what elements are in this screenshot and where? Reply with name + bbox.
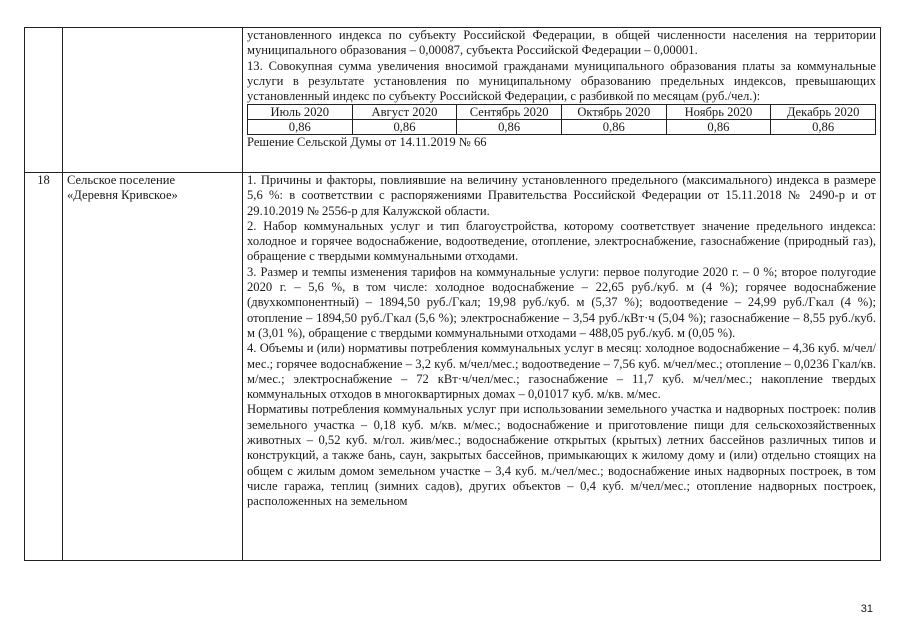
data-table bbox=[24, 27, 881, 561]
paragraph: 1. Причины и факторы, повлиявшие на величину установленного предельного (максимального) индекса в размере 5,6 %: в соответствии с распоряжениями Правительства Российской Федерации от 15.11.2018 № 2490-р и от 29.10.2019 № 2556-р для Калужской области. bbox=[247, 173, 876, 218]
paragraph: установленного индекса по субъекту Российской Федерации, в общей численности населения на территории муниципального образования – 0,00087, субъекта Российской Федерации – 0,00001. bbox=[247, 28, 876, 58]
value-cell: 0,86 bbox=[561, 120, 666, 135]
page-number: 31 bbox=[860, 603, 873, 615]
decision-reference: Решение Сельской Думы от 14.11.2019 № 66 bbox=[247, 135, 487, 150]
value-cell: 0,86 bbox=[771, 120, 876, 135]
details-cell bbox=[243, 28, 881, 173]
month-cell: Сентябрь 2020 bbox=[457, 105, 562, 120]
row-number-cell bbox=[25, 28, 63, 173]
row-number: 18 bbox=[25, 173, 63, 561]
value-cell: 0,86 bbox=[666, 120, 771, 135]
value-cell: 0,86 bbox=[352, 120, 457, 135]
months-header-row bbox=[248, 105, 876, 120]
values-row bbox=[248, 120, 876, 135]
month-cell: Декабрь 2020 bbox=[771, 105, 876, 120]
paragraph: 13. Совокупная сумма увеличения вносимой гражданами муниципального образования платы за коммунальные услуги в результате установления по муниципальному образованию предельных индексов, превышающих установленный индекс по субъекту Российской Федерации, с разбивкой по месяцам (руб./чел.): bbox=[247, 58, 876, 104]
municipality-name-line: Сельское поселение bbox=[67, 173, 176, 187]
paragraph: Нормативы потребления коммунальных услуг при использовании земельного участка и надворных построек: полив земельного участка – 0,18 куб. м/кв. м/мес.; водоснабжение и приготовление пищи для сельскохозяйственных животных – 0,52 куб. м/гол. жив/мес.; водоснабжение открытых (крытых) летних бассейнов различных типов и конструкций, а также бань, саун, закрытых бассейнов, примыкающих к жилому дому и (или) отдельно стоящих на общем с жилым домом земельном участке – 3,4 куб. м./чел/мес.; водоснабжение иных надворных построек, в том числе гаража, теплиц (зимних садов), других объектов – 0,4 куб. м/чел/мес.; отопление надворных построек, расположенных на земельном bbox=[247, 402, 876, 509]
month-cell: Июль 2020 bbox=[248, 105, 353, 120]
table-row bbox=[25, 28, 881, 173]
value-cell: 0,86 bbox=[248, 120, 353, 135]
paragraph: 3. Размер и темпы изменения тарифов на коммунальные услуги: первое полугодие 2020 г. – 0 %; второе полугодие 2020 г. – 5,6 %, в том числе: холодное водоснабжение – 22,65 руб./куб. м (4 %); горячее водоснабжение (двухкомпонентный) – 1894,50 руб./Гкал; 19,98 руб./куб. м (5,37 %); водоотведение – 24,99 руб./Гкал (4 %); отопление – 1894,50 руб./Гкал (5,6 %); электроснабжение – 3,54 руб./кВт·ч (5,04 %); газоснабжение – 8,55 руб./куб. м (3,01 %), обращение с твердыми коммунальными отходами – 488,05 руб./куб. м (0,05 %). bbox=[247, 264, 876, 340]
municipality-cell bbox=[63, 28, 243, 173]
details-cell bbox=[243, 173, 881, 561]
month-cell: Август 2020 bbox=[352, 105, 457, 120]
table-row bbox=[25, 173, 881, 561]
monthly-table bbox=[247, 104, 876, 135]
month-cell: Октябрь 2020 bbox=[561, 105, 666, 120]
municipality-name-line: «Деревня Кривское» bbox=[67, 188, 178, 203]
paragraph: 2. Набор коммунальных услуг и тип благоустройства, которому соответствует значение предельного индекса: холодное и горячее водоснабжение, водоотведение, отопление, электроснабжение, газоснабжение (природный газ), обращение с твердыми коммунальными отходами. bbox=[247, 218, 876, 264]
month-cell: Ноябрь 2020 bbox=[666, 105, 771, 120]
municipality-name bbox=[63, 173, 243, 561]
paragraph: 4. Объемы и (или) нормативы потребления коммунальных услуг в месяц: холодное водоснабжение – 4,36 куб. м/чел/мес.; горячее водоснабжение – 3,2 куб. м/чел/мес.; водоотведение – 7,56 куб. м/чел/мес.; отопление – 0,0236 Гкал/кв. м/мес.; электроснабжение – 72 кВт·ч/чел/мес.; газоснабжение – 11,7 куб. м/чел/мес.; накопление твердых коммунальных отходов в многоквартирных домах – 0,01017 куб. м/кв. м/мес. bbox=[247, 341, 876, 402]
value-cell: 0,86 bbox=[457, 120, 562, 135]
